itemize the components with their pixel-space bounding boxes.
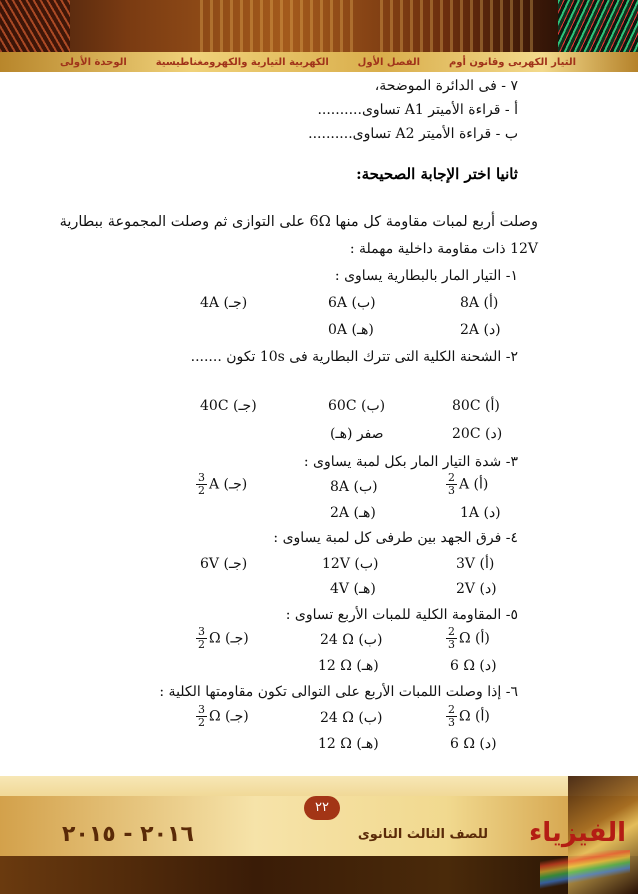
fraction: $\frac{3}{2}$: [198, 703, 205, 729]
q5-option-c[interactable]: $\frac{3}{2}$ Ω (جـ): [198, 625, 249, 651]
unit-label: الوحدة الأولى: [60, 56, 127, 68]
q5-option-b[interactable]: 24 Ω (ب): [320, 632, 383, 648]
q2-option-d[interactable]: 20C (د): [452, 426, 503, 442]
q6-option-c[interactable]: $\frac{3}{2}$ Ω (جـ): [198, 703, 249, 729]
q3-option-a[interactable]: $\frac{2}{3}$ A (أ): [448, 471, 489, 497]
grade-label: للصف الثالث الثانوى: [357, 827, 488, 842]
fraction: $\frac{3}{2}$: [198, 471, 205, 497]
page-number: ٢٢: [304, 796, 340, 820]
q5-option-d[interactable]: 6 Ω (د): [450, 658, 497, 674]
fraction: $\frac{2}{3}$: [448, 703, 455, 729]
q4-option-c[interactable]: 6V (جـ): [200, 556, 248, 572]
q6-option-b[interactable]: 24 Ω (ب): [320, 710, 383, 726]
q7-part-a: أ - قراءة الأميتر A1 تساوى..........: [317, 102, 518, 118]
q4-option-a[interactable]: 3V (أ): [456, 556, 495, 572]
q7-part-b: ب - قراءة الأميتر A2 تساوى..........: [308, 126, 518, 142]
q2-option-e[interactable]: (هـ) صفر: [330, 426, 384, 442]
fraction: $\frac{2}{3}$: [448, 625, 455, 651]
q4-option-b[interactable]: 12V (ب): [322, 556, 379, 572]
question-1-stem: ١- التيار المار بالبطارية يساوى :: [334, 268, 518, 284]
brand-title: الفيزياء: [529, 818, 626, 848]
question-3-stem: ٣- شدة التيار المار بكل لمبة يساوى :: [303, 454, 518, 470]
q3-option-d[interactable]: 1A (د): [460, 505, 501, 521]
q1-option-a[interactable]: 8A (أ): [460, 295, 499, 311]
q6-option-d[interactable]: 6 Ω (د): [450, 736, 497, 752]
chapter-title: التيار الكهربى وقانون أوم: [448, 56, 576, 68]
fraction: $\frac{2}{3}$: [448, 471, 455, 497]
q7-stem: ٧ - فى الدائرة الموضحة،: [374, 78, 518, 94]
q4-option-e[interactable]: 4V (هـ): [330, 581, 376, 597]
unit-title: الكهربية التيارية والكهرومغناطيسية: [155, 56, 329, 68]
intro-line-2: 12V ذات مقاومة داخلية مهملة :: [349, 241, 538, 257]
question-5-stem: ٥- المقاومة الكلية للمبات الأربع تساوى :: [285, 607, 518, 623]
q4-option-d[interactable]: 2V (د): [456, 581, 497, 597]
section-heading: ثانيا اختر الإجابة الصحيحة:: [356, 165, 518, 183]
q3-option-c[interactable]: $\frac{3}{2}$ A (جـ): [198, 471, 248, 497]
q2-option-c[interactable]: 40C (جـ): [200, 398, 257, 414]
q3-option-b[interactable]: 8A (ب): [330, 479, 378, 495]
q1-option-c[interactable]: 4A (جـ): [200, 295, 248, 311]
q5-option-e[interactable]: 12 Ω (هـ): [318, 658, 379, 674]
q1-option-e[interactable]: 0A (هـ): [328, 322, 374, 338]
q6-option-e[interactable]: 12 Ω (هـ): [318, 736, 379, 752]
rainbow-decoration: [540, 850, 630, 890]
q2-option-a[interactable]: 80C (أ): [452, 398, 500, 414]
q2-option-b[interactable]: 60C (ب): [328, 398, 386, 414]
q1-option-d[interactable]: 2A (د): [460, 322, 501, 338]
question-6-stem: ٦- إذا وصلت اللمبات الأربع على التوالى تكون مقاومتها الكلية :: [159, 684, 518, 700]
q5-option-a[interactable]: $\frac{2}{3}$ Ω (أ): [448, 625, 490, 651]
q1-option-b[interactable]: 6A (ب): [328, 295, 376, 311]
academic-year: ٢٠١٦ - ٢٠١٥: [62, 822, 194, 847]
chapter-label: الفصل الأول: [357, 56, 421, 68]
question-4-stem: ٤- فرق الجهد بين طرفى كل لمبة يساوى :: [273, 530, 518, 546]
intro-line-1: وصلت أربع لمبات مقاومة كل منها 6Ω على التوازى ثم وصلت المجموعة ببطارية: [59, 214, 538, 230]
q3-option-e[interactable]: 2A (هـ): [330, 505, 376, 521]
q6-option-a[interactable]: $\frac{2}{3}$ Ω (أ): [448, 703, 490, 729]
question-2-stem: ٢- الشحنة الكلية التى تترك البطارية فى 10s تكون .......: [190, 349, 518, 365]
fraction: $\frac{3}{2}$: [198, 625, 205, 651]
